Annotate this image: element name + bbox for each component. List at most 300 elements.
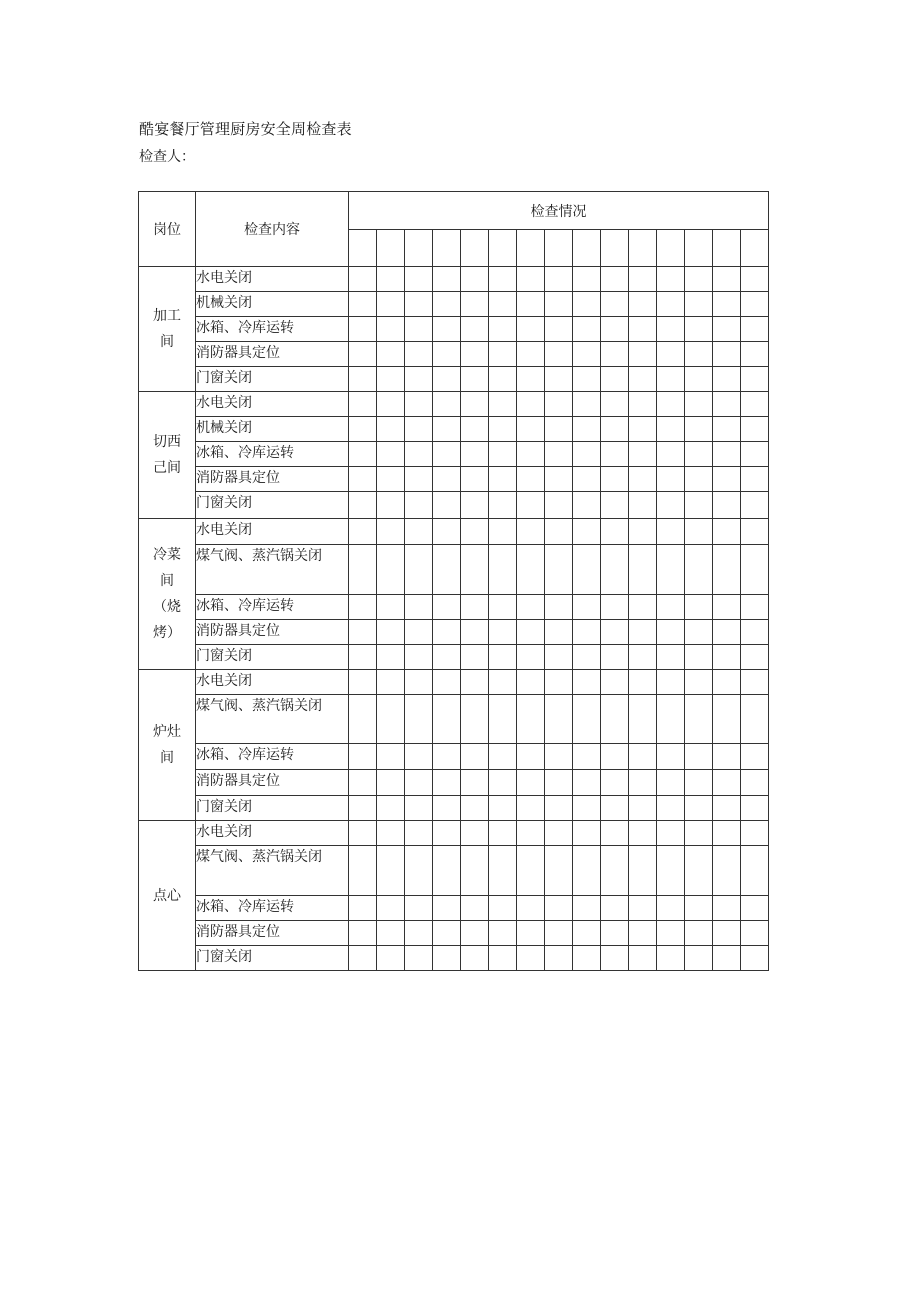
check-cell[interactable] <box>741 946 769 971</box>
check-cell[interactable] <box>461 620 489 645</box>
check-cell[interactable] <box>489 695 517 744</box>
check-cell[interactable] <box>545 796 573 821</box>
check-cell[interactable] <box>349 796 377 821</box>
check-cell[interactable] <box>433 620 461 645</box>
check-cell[interactable] <box>685 392 713 417</box>
check-cell[interactable] <box>461 595 489 620</box>
check-cell[interactable] <box>657 846 685 896</box>
check-cell[interactable] <box>713 317 741 342</box>
check-cell[interactable] <box>349 519 377 545</box>
check-cell[interactable] <box>517 442 545 467</box>
check-column-header[interactable] <box>573 230 601 267</box>
check-cell[interactable] <box>657 645 685 670</box>
check-cell[interactable] <box>349 946 377 971</box>
check-cell[interactable] <box>377 342 405 367</box>
check-cell[interactable] <box>349 292 377 317</box>
check-cell[interactable] <box>377 796 405 821</box>
check-cell[interactable] <box>713 292 741 317</box>
check-cell[interactable] <box>741 392 769 417</box>
check-cell[interactable] <box>741 921 769 946</box>
check-cell[interactable] <box>573 921 601 946</box>
check-cell[interactable] <box>629 946 657 971</box>
check-cell[interactable] <box>517 921 545 946</box>
check-cell[interactable] <box>517 896 545 921</box>
check-cell[interactable] <box>657 796 685 821</box>
check-cell[interactable] <box>629 342 657 367</box>
check-cell[interactable] <box>433 670 461 695</box>
check-cell[interactable] <box>657 545 685 595</box>
check-cell[interactable] <box>461 695 489 744</box>
check-cell[interactable] <box>685 492 713 519</box>
check-cell[interactable] <box>713 770 741 796</box>
check-cell[interactable] <box>517 670 545 695</box>
check-cell[interactable] <box>601 367 629 392</box>
check-cell[interactable] <box>349 645 377 670</box>
check-cell[interactable] <box>573 317 601 342</box>
check-cell[interactable] <box>461 442 489 467</box>
check-cell[interactable] <box>573 492 601 519</box>
check-cell[interactable] <box>657 442 685 467</box>
check-cell[interactable] <box>573 796 601 821</box>
check-cell[interactable] <box>545 317 573 342</box>
check-cell[interactable] <box>573 770 601 796</box>
check-cell[interactable] <box>685 267 713 292</box>
check-cell[interactable] <box>377 442 405 467</box>
check-cell[interactable] <box>349 921 377 946</box>
check-cell[interactable] <box>657 467 685 492</box>
check-cell[interactable] <box>349 545 377 595</box>
check-cell[interactable] <box>601 417 629 442</box>
check-cell[interactable] <box>545 695 573 744</box>
check-cell[interactable] <box>741 492 769 519</box>
check-cell[interactable] <box>405 946 433 971</box>
check-cell[interactable] <box>377 367 405 392</box>
check-cell[interactable] <box>461 946 489 971</box>
check-cell[interactable] <box>517 492 545 519</box>
check-cell[interactable] <box>685 921 713 946</box>
check-cell[interactable] <box>545 467 573 492</box>
check-cell[interactable] <box>489 595 517 620</box>
check-cell[interactable] <box>377 392 405 417</box>
check-cell[interactable] <box>405 670 433 695</box>
check-cell[interactable] <box>377 267 405 292</box>
check-cell[interactable] <box>545 645 573 670</box>
check-cell[interactable] <box>349 367 377 392</box>
check-cell[interactable] <box>377 417 405 442</box>
check-cell[interactable] <box>685 695 713 744</box>
check-cell[interactable] <box>517 595 545 620</box>
check-cell[interactable] <box>461 342 489 367</box>
check-cell[interactable] <box>405 342 433 367</box>
check-cell[interactable] <box>657 595 685 620</box>
check-cell[interactable] <box>405 896 433 921</box>
check-cell[interactable] <box>545 292 573 317</box>
check-cell[interactable] <box>601 946 629 971</box>
check-cell[interactable] <box>713 796 741 821</box>
check-cell[interactable] <box>573 695 601 744</box>
check-cell[interactable] <box>629 796 657 821</box>
check-cell[interactable] <box>489 267 517 292</box>
check-cell[interactable] <box>657 367 685 392</box>
check-cell[interactable] <box>741 467 769 492</box>
check-cell[interactable] <box>713 744 741 770</box>
check-cell[interactable] <box>489 896 517 921</box>
check-cell[interactable] <box>741 896 769 921</box>
check-cell[interactable] <box>517 342 545 367</box>
check-column-header[interactable] <box>433 230 461 267</box>
check-cell[interactable] <box>741 796 769 821</box>
check-cell[interactable] <box>545 595 573 620</box>
check-cell[interactable] <box>685 595 713 620</box>
check-cell[interactable] <box>601 620 629 645</box>
check-cell[interactable] <box>461 645 489 670</box>
check-cell[interactable] <box>601 595 629 620</box>
check-cell[interactable] <box>489 946 517 971</box>
check-column-header[interactable] <box>349 230 377 267</box>
check-cell[interactable] <box>741 292 769 317</box>
check-cell[interactable] <box>517 267 545 292</box>
check-cell[interactable] <box>573 292 601 317</box>
check-cell[interactable] <box>517 695 545 744</box>
check-cell[interactable] <box>405 292 433 317</box>
check-cell[interactable] <box>461 670 489 695</box>
check-cell[interactable] <box>405 744 433 770</box>
check-cell[interactable] <box>601 545 629 595</box>
check-cell[interactable] <box>349 695 377 744</box>
check-cell[interactable] <box>629 292 657 317</box>
check-cell[interactable] <box>657 342 685 367</box>
check-cell[interactable] <box>629 896 657 921</box>
check-cell[interactable] <box>741 695 769 744</box>
check-cell[interactable] <box>629 620 657 645</box>
check-cell[interactable] <box>741 770 769 796</box>
check-cell[interactable] <box>377 317 405 342</box>
check-cell[interactable] <box>713 392 741 417</box>
check-cell[interactable] <box>685 821 713 846</box>
check-cell[interactable] <box>657 267 685 292</box>
check-cell[interactable] <box>517 620 545 645</box>
check-column-header[interactable] <box>461 230 489 267</box>
check-cell[interactable] <box>657 620 685 645</box>
check-cell[interactable] <box>601 744 629 770</box>
check-cell[interactable] <box>657 392 685 417</box>
check-cell[interactable] <box>741 670 769 695</box>
check-cell[interactable] <box>713 417 741 442</box>
check-cell[interactable] <box>349 595 377 620</box>
check-cell[interactable] <box>573 595 601 620</box>
check-cell[interactable] <box>433 342 461 367</box>
check-cell[interactable] <box>545 620 573 645</box>
check-cell[interactable] <box>601 770 629 796</box>
check-cell[interactable] <box>657 896 685 921</box>
check-cell[interactable] <box>377 620 405 645</box>
check-cell[interactable] <box>489 492 517 519</box>
check-cell[interactable] <box>657 921 685 946</box>
check-cell[interactable] <box>629 492 657 519</box>
check-cell[interactable] <box>573 417 601 442</box>
check-cell[interactable] <box>573 442 601 467</box>
check-cell[interactable] <box>349 417 377 442</box>
check-cell[interactable] <box>489 519 517 545</box>
check-cell[interactable] <box>405 545 433 595</box>
check-cell[interactable] <box>657 695 685 744</box>
check-cell[interactable] <box>405 821 433 846</box>
check-cell[interactable] <box>713 595 741 620</box>
check-cell[interactable] <box>545 744 573 770</box>
check-cell[interactable] <box>741 620 769 645</box>
check-column-header[interactable] <box>713 230 741 267</box>
check-cell[interactable] <box>349 744 377 770</box>
check-cell[interactable] <box>545 921 573 946</box>
check-cell[interactable] <box>461 492 489 519</box>
check-cell[interactable] <box>713 442 741 467</box>
check-cell[interactable] <box>377 846 405 896</box>
check-cell[interactable] <box>601 467 629 492</box>
check-cell[interactable] <box>545 442 573 467</box>
check-column-header[interactable] <box>545 230 573 267</box>
check-cell[interactable] <box>685 744 713 770</box>
check-cell[interactable] <box>713 267 741 292</box>
check-cell[interactable] <box>377 670 405 695</box>
check-cell[interactable] <box>405 796 433 821</box>
check-cell[interactable] <box>349 342 377 367</box>
check-cell[interactable] <box>713 695 741 744</box>
check-cell[interactable] <box>657 670 685 695</box>
check-cell[interactable] <box>545 267 573 292</box>
check-cell[interactable] <box>573 846 601 896</box>
check-cell[interactable] <box>685 645 713 670</box>
check-cell[interactable] <box>741 545 769 595</box>
check-cell[interactable] <box>713 670 741 695</box>
check-cell[interactable] <box>601 921 629 946</box>
check-cell[interactable] <box>517 846 545 896</box>
check-cell[interactable] <box>573 946 601 971</box>
check-cell[interactable] <box>657 519 685 545</box>
check-cell[interactable] <box>461 545 489 595</box>
check-cell[interactable] <box>349 392 377 417</box>
check-column-header[interactable] <box>741 230 769 267</box>
check-cell[interactable] <box>405 492 433 519</box>
check-cell[interactable] <box>629 670 657 695</box>
check-cell[interactable] <box>685 796 713 821</box>
check-cell[interactable] <box>545 821 573 846</box>
check-cell[interactable] <box>545 770 573 796</box>
check-cell[interactable] <box>685 442 713 467</box>
check-cell[interactable] <box>545 342 573 367</box>
check-cell[interactable] <box>573 670 601 695</box>
check-cell[interactable] <box>433 545 461 595</box>
check-cell[interactable] <box>685 342 713 367</box>
check-cell[interactable] <box>629 392 657 417</box>
check-cell[interactable] <box>349 467 377 492</box>
check-cell[interactable] <box>433 267 461 292</box>
check-cell[interactable] <box>461 392 489 417</box>
check-cell[interactable] <box>685 620 713 645</box>
check-cell[interactable] <box>461 846 489 896</box>
check-cell[interactable] <box>489 467 517 492</box>
check-cell[interactable] <box>517 317 545 342</box>
check-cell[interactable] <box>489 821 517 846</box>
check-cell[interactable] <box>573 342 601 367</box>
check-cell[interactable] <box>601 821 629 846</box>
check-cell[interactable] <box>573 467 601 492</box>
check-cell[interactable] <box>741 846 769 896</box>
check-cell[interactable] <box>685 896 713 921</box>
check-cell[interactable] <box>629 417 657 442</box>
check-cell[interactable] <box>713 846 741 896</box>
check-cell[interactable] <box>629 770 657 796</box>
check-cell[interactable] <box>657 492 685 519</box>
check-cell[interactable] <box>685 670 713 695</box>
check-cell[interactable] <box>601 896 629 921</box>
check-cell[interactable] <box>713 342 741 367</box>
check-cell[interactable] <box>377 921 405 946</box>
check-cell[interactable] <box>517 417 545 442</box>
check-cell[interactable] <box>713 492 741 519</box>
check-cell[interactable] <box>433 645 461 670</box>
check-cell[interactable] <box>685 417 713 442</box>
check-cell[interactable] <box>433 896 461 921</box>
check-cell[interactable] <box>433 417 461 442</box>
check-cell[interactable] <box>377 821 405 846</box>
check-column-header[interactable] <box>405 230 433 267</box>
check-cell[interactable] <box>545 492 573 519</box>
check-cell[interactable] <box>601 645 629 670</box>
check-cell[interactable] <box>461 770 489 796</box>
check-cell[interactable] <box>629 467 657 492</box>
check-cell[interactable] <box>433 821 461 846</box>
check-cell[interactable] <box>629 846 657 896</box>
check-cell[interactable] <box>601 317 629 342</box>
check-column-header[interactable] <box>601 230 629 267</box>
check-cell[interactable] <box>433 492 461 519</box>
check-cell[interactable] <box>713 921 741 946</box>
check-cell[interactable] <box>405 921 433 946</box>
check-cell[interactable] <box>349 492 377 519</box>
check-cell[interactable] <box>601 796 629 821</box>
check-cell[interactable] <box>741 442 769 467</box>
check-cell[interactable] <box>433 442 461 467</box>
check-cell[interactable] <box>489 367 517 392</box>
check-cell[interactable] <box>377 645 405 670</box>
check-cell[interactable] <box>377 946 405 971</box>
check-cell[interactable] <box>685 545 713 595</box>
check-cell[interactable] <box>573 744 601 770</box>
check-cell[interactable] <box>433 695 461 744</box>
check-cell[interactable] <box>517 645 545 670</box>
check-cell[interactable] <box>461 367 489 392</box>
check-cell[interactable] <box>741 342 769 367</box>
check-column-header[interactable] <box>685 230 713 267</box>
check-cell[interactable] <box>461 821 489 846</box>
check-cell[interactable] <box>405 267 433 292</box>
check-cell[interactable] <box>461 796 489 821</box>
check-cell[interactable] <box>545 946 573 971</box>
check-cell[interactable] <box>349 770 377 796</box>
check-cell[interactable] <box>741 821 769 846</box>
check-cell[interactable] <box>377 595 405 620</box>
check-cell[interactable] <box>433 796 461 821</box>
check-cell[interactable] <box>741 267 769 292</box>
check-cell[interactable] <box>461 292 489 317</box>
check-cell[interactable] <box>461 467 489 492</box>
check-cell[interactable] <box>517 392 545 417</box>
check-cell[interactable] <box>405 770 433 796</box>
check-cell[interactable] <box>601 695 629 744</box>
check-cell[interactable] <box>433 946 461 971</box>
check-cell[interactable] <box>517 467 545 492</box>
check-cell[interactable] <box>601 670 629 695</box>
check-cell[interactable] <box>489 292 517 317</box>
check-column-header[interactable] <box>517 230 545 267</box>
check-cell[interactable] <box>405 846 433 896</box>
check-cell[interactable] <box>405 620 433 645</box>
check-cell[interactable] <box>741 417 769 442</box>
check-cell[interactable] <box>713 620 741 645</box>
check-cell[interactable] <box>489 317 517 342</box>
check-cell[interactable] <box>405 367 433 392</box>
check-cell[interactable] <box>461 417 489 442</box>
check-cell[interactable] <box>629 744 657 770</box>
check-cell[interactable] <box>377 492 405 519</box>
check-cell[interactable] <box>573 620 601 645</box>
check-cell[interactable] <box>657 821 685 846</box>
check-cell[interactable] <box>517 946 545 971</box>
check-cell[interactable] <box>685 467 713 492</box>
check-cell[interactable] <box>601 267 629 292</box>
check-cell[interactable] <box>573 267 601 292</box>
check-cell[interactable] <box>489 670 517 695</box>
check-cell[interactable] <box>517 292 545 317</box>
check-cell[interactable] <box>405 519 433 545</box>
check-cell[interactable] <box>629 367 657 392</box>
check-cell[interactable] <box>433 292 461 317</box>
check-cell[interactable] <box>657 292 685 317</box>
check-cell[interactable] <box>685 367 713 392</box>
check-cell[interactable] <box>405 417 433 442</box>
check-cell[interactable] <box>489 744 517 770</box>
check-cell[interactable] <box>377 896 405 921</box>
check-cell[interactable] <box>405 317 433 342</box>
check-cell[interactable] <box>349 670 377 695</box>
check-cell[interactable] <box>601 342 629 367</box>
check-cell[interactable] <box>349 896 377 921</box>
check-cell[interactable] <box>629 695 657 744</box>
check-cell[interactable] <box>433 519 461 545</box>
check-cell[interactable] <box>601 392 629 417</box>
check-cell[interactable] <box>489 417 517 442</box>
check-cell[interactable] <box>433 846 461 896</box>
check-cell[interactable] <box>573 392 601 417</box>
check-cell[interactable] <box>657 417 685 442</box>
check-cell[interactable] <box>713 896 741 921</box>
check-cell[interactable] <box>545 392 573 417</box>
check-cell[interactable] <box>713 645 741 670</box>
check-cell[interactable] <box>545 367 573 392</box>
check-cell[interactable] <box>573 545 601 595</box>
check-cell[interactable] <box>517 519 545 545</box>
check-cell[interactable] <box>713 821 741 846</box>
check-cell[interactable] <box>433 467 461 492</box>
check-cell[interactable] <box>573 367 601 392</box>
check-cell[interactable] <box>657 744 685 770</box>
check-cell[interactable] <box>573 645 601 670</box>
check-cell[interactable] <box>573 821 601 846</box>
check-cell[interactable] <box>545 417 573 442</box>
check-cell[interactable] <box>461 267 489 292</box>
check-cell[interactable] <box>461 921 489 946</box>
check-column-header[interactable] <box>629 230 657 267</box>
